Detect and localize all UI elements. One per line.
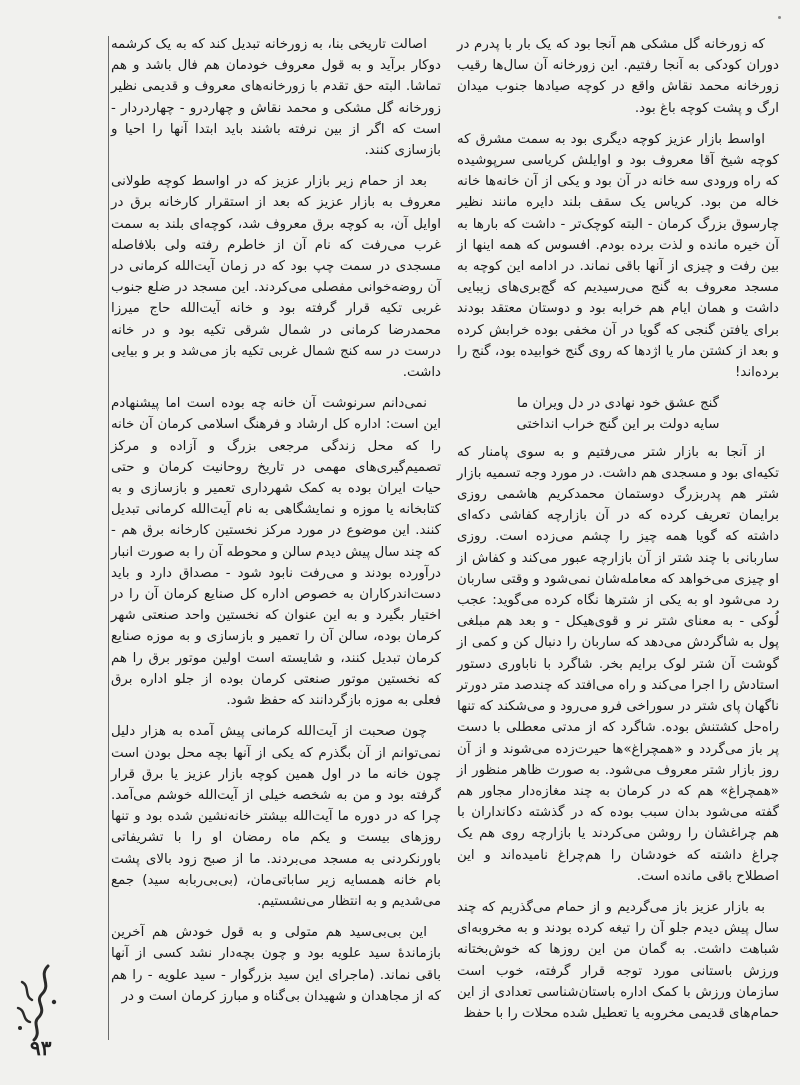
paragraph: به بازار عزیز باز می‌گردیم و از حمام می‌گذریم که چند سال پیش دیدم جلو آن را تیغه کرده بودند و به مخروبه‌ای شباهت داشت. به گمان من این روزها که خوش‌بختانه ورزش باستانی مورد توجه قرار گرفته، خوب است سازمان ورزش با کمک اداره باستان‌شناسی تعدادی از این حمام‌های قدیمی مخروبه یا تعطیل شده محلات را با حفظ — [457, 899, 779, 1021]
column-divider — [108, 36, 109, 1040]
kerman-logo-icon — [8, 962, 64, 1044]
corner-dot — [778, 16, 781, 19]
left-column — [111, 34, 441, 1017]
paragraph: اواسط بازار عزیز کوچه دیگری بود به سمت مشرق که کوچه شیخ آقا معروف بود و اوایلش کریاسی سرپوشیده که راه ورودی سه خانه در آن بود و یکی از آن خانه‌ها خانه خاله من بود. کریاس یک سقف بلند دایره مانند نظیر چارسوق بزرگ کرمان - البته کوچک‌تر - داشت که بارها به آن خیره مانده و لذت برده بودم. افسوس که همه اینها از بین رفت و چیزی از آنها باقی نماند. در ادامه این کوچه به مسجد معروف به گنج می‌رسیدیم که گچ‌بری‌های زیبایی داشت و همان ایام هم خرابه بود و دوستان معتقد بودند برای یافتن گنجی که گویا در آن مخفی بوده خرابش کرده و بعد از کشتن مار یا اژدها که روی گنج خوابیده بود، گنج را برده‌اند! — [457, 131, 779, 381]
paragraph: که زورخانه گل مشکی هم آنجا بود که یک بار با پدرم در دوران کودکی به آنجا رفتیم. این زورخانه آن سال‌ها رقیب زورخانه محمد نقاش واقع در کوچه صیادها جنوب میدان ارگ و پشت کوچه باغ بود. — [457, 37, 779, 116]
verse-line-2: سایه دولت بر این گنج خراب انداختی — [516, 417, 720, 433]
paragraph: چون صحبت از آیت‌الله کرمانی پیش آمده به هزار دلیل نمی‌توانم از آن بگذرم که یکی از آنها بچه محل بودن است چون خانه ما در اول همین کوچه بازار عزیز یا برق قرار گرفته بود و من به شخصه خیلی از آیت‌الله خوشم می‌آمد. چرا که در دوره ما آیت‌الله بیشتر خانه‌نشین شده بود و تنها روزهای بیست و یکم ماه رمضان او را با تشریفاتی باورنکردنی به مسجد می‌بردند. ما از صبح زود بالای پشت بام خانه همسایه زیر ساباتی‌مان، (بی‌بی‌ربابه سید) جمع می‌شدیم و به انتظار می‌نشستیم. — [111, 724, 441, 909]
paragraph: نمی‌دانم سرنوشت آن خانه چه بوده است اما پیشنهادم این است: اداره کل ارشاد و فرهنگ اسلامی کرمان آن خانه را که محل زندگی مرجعی بزرگ و آزاده و مرکز تصمیم‌گیری‌های مهمی در تاریخ روحانیت کرمان و حتی حیات ایران بوده به کمک شهرداری تعمیر و بازسازی و به کتابخانه یا موزه و نمایشگاهی به نام آیت‌الله کرمانی تبدیل کنند. این موضوع در مورد مرکز نخستین کارخانه برق هم - که چند سال پیش دیدم سالن و محوطه آن را به صورت انبار درآورده بودند و می‌رفت نابود شود - مصداق دارد و باید دست‌اندرکاران به خصوص اداره کل صنایع کرمان آن را در اختیار بگیرد و به این عنوان که نخستین واحد صنعتی شهر کرمان بوده، سالن آن را تعمیر و بازسازی و به موزه صنایع کرمان تبدیل کنند، و شایسته است اولین موتور برق را هم که نخستین موتور صنعتی کرمان بوده از جلو اداره برق فعلی به موزه بازگردانند که حفظ شود. — [111, 396, 441, 709]
paragraph: این بی‌بی‌سید هم متولی و به قول خودش هم آخرین بازماندهٔ سید علویه بود و چون بچه‌دار نشد کسی از آنها باقی نماند. (ماجرای این سید بزرگوار - سید علویه - را هم که از مجاهدان و شهیدان بی‌گناه و مبارز کرمان است و در — [111, 925, 441, 1004]
paragraph: از آنجا به بازار شتر می‌رفتیم و به سوی پامنار که تکیه‌ای بود و مسجدی هم داشت. در مورد وجه تسمیه بازار شتر هم پدربزرگ دوستمان محمدکریم هاشمی روزی برایمان تعریف کرده که در آن بازارچه کفاشی دکه‌ای داشته که گویا همه چیز را چشم می‌زده است. روزی ساربانی با چند شتر از آن بازارچه عبور می‌کند و کفاش از او چیزی می‌خواهد که معامله‌شان نمی‌شود و وقتی ساربان رد می‌شود او به یکی از شترها نگاه کرده می‌گوید: عجب لُوکی - به معنای شتر نر و قوی‌هیکل - و بعد هم مبلغی پول به شاگردش می‌دهد که ساربان را دنبال کن و کمی از گوشت آن شتر لوک برایم بخر. شاگرد با ناباوری دستور استادش را اجرا می‌کند و راه می‌افتد که چندصد متر دورتر ناگهان پای شتر در سوراخی فرو می‌رود و می‌شکند که تنها راه‌حل کشتنش بوده. شاگرد که از مدتی معطلی با دست پر باز می‌گردد و «همچراغ»ها حیرت‌زده می‌شوند و از آن روز بازار شتر معروف می‌شود. به صورت ظاهر منظور از «همچراغ» هم که در کرمان به چند مغازه‌دار مجاور هم گفته می‌شود بدان سبب بوده که در گذشته دکانداران با هم چراغشان را روشن می‌کردند یا بازارچه روی هم یک چراغ داشته که خودشان را هم‌چراغ نامیده‌اند و این اصطلاح باقی مانده است. — [457, 444, 779, 884]
right-column — [457, 34, 779, 1034]
paragraph: اصالت تاریخی بنا، به زورخانه تبدیل کند که به یک کرشمه دوکار برآید و به قول معروف خودمان هم فال باشد و هم تماشا. البته حق تقدم با زورخانه‌های معروف و قدیمی نظیر زورخانه گل مشکی و محمد نقاش و چهاردرو - چهاردردار - است که اگر از بین نرفته باشند باید ابتدا آنها را احیا و بازسازی کنند. — [111, 37, 441, 159]
page-number: ۹۳ — [30, 1036, 52, 1060]
verse-line-1: گنج عشق خود نهادی در دل ویران ما — [516, 396, 720, 412]
paragraph: بعد از حمام زیر بازار عزیز که در اواسط کوچه طولانی معروف به بازار عزیز که بعد از استقرار کارخانه برق در اوایل آن، به کوچه برق معروف شد، کوچه‌ای بلند به سمت غرب می‌رفت که نام آن از خاطرم رفته ولی بلافاصله مسجدی در سمت چپ بود که در زمان آیت‌الله کرمانی در آن روضه‌خوانی مفصلی می‌کردند. این مسجد در ضلع جنوب غربی تکیه قرار گرفته بود و خانه آیت‌الله حاج میرزا محمدرضا کرمانی در شمال شرقی تکیه بود و در خانه درست در سه کنج شمال غربی تکیه باز می‌شد و بر و بیایی داشت. — [111, 174, 441, 381]
